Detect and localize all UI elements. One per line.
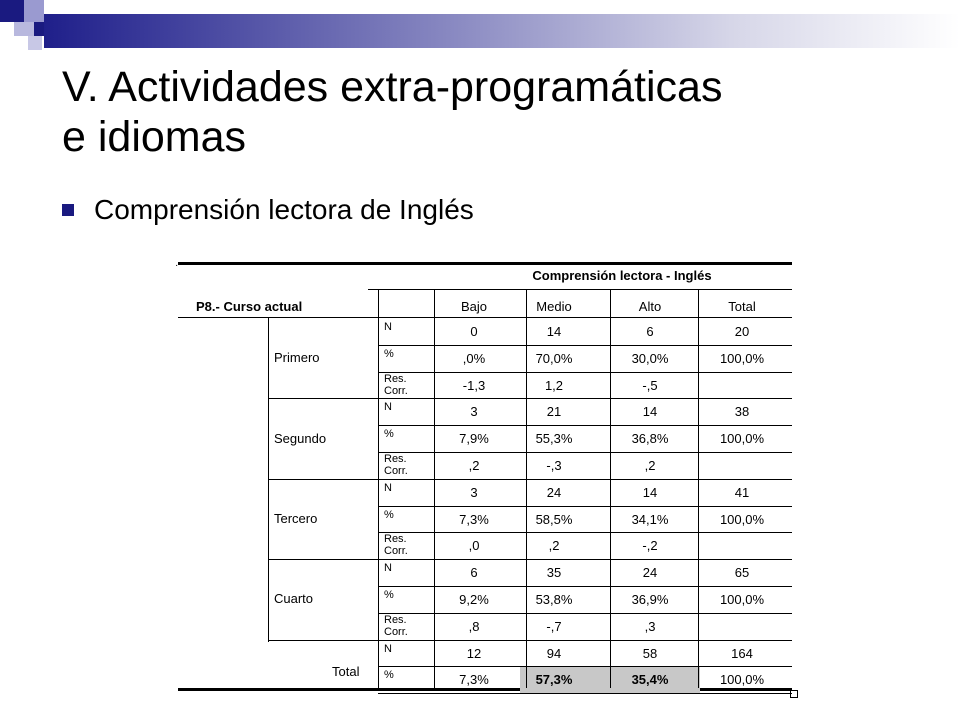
- table-cell: -,7: [546, 618, 562, 634]
- table-cell: 14: [642, 404, 658, 420]
- table-cell: ,0: [468, 538, 480, 554]
- value-column-divider: [526, 290, 527, 688]
- table-cell: 34,1%: [631, 511, 669, 527]
- table-cell: 38: [734, 404, 750, 420]
- table-cell: 24: [642, 565, 658, 581]
- group-label: Tercero: [274, 511, 318, 526]
- table-cell: 14: [642, 484, 658, 500]
- row-divider: [378, 398, 792, 399]
- table-group-header: Comprensión lectora - Inglés: [532, 268, 712, 283]
- value-column-divider: [434, 290, 435, 688]
- group-divider: [268, 640, 378, 641]
- row-divider: [378, 532, 792, 533]
- decor-square-dark: [0, 0, 24, 22]
- row-divider: [378, 693, 792, 694]
- table-cell: 57,3%: [535, 672, 573, 688]
- statistic-label: N: [384, 642, 392, 655]
- table-cell: ,2: [548, 538, 560, 554]
- table-cell: 20: [734, 324, 750, 339]
- row-divider: [378, 640, 792, 641]
- table-cell: -,3: [546, 458, 562, 473]
- table-cell: 30,0%: [631, 350, 669, 366]
- group-divider: [268, 559, 378, 560]
- table-cell: -,2: [642, 538, 658, 554]
- group-divider: [268, 479, 378, 480]
- statistic-label: N: [384, 481, 392, 494]
- group-label: Segundo: [274, 430, 327, 446]
- statistic-label: %: [384, 589, 394, 601]
- statistic-label: Res. Corr.: [384, 533, 408, 558]
- table-cell: 100,0%: [719, 431, 765, 447]
- group-label: Cuarto: [274, 591, 314, 607]
- slide-title-line2: e idiomas: [62, 113, 247, 161]
- table-row-header: P8.- Curso actual: [196, 299, 303, 314]
- table-cell: 35: [546, 565, 562, 581]
- column-header-total: Total: [728, 299, 756, 314]
- group-column-divider: [268, 318, 269, 642]
- table-cell: 100,0%: [719, 592, 765, 607]
- table-header-divider: [368, 289, 792, 290]
- column-header-medio: Medio: [536, 299, 572, 314]
- decor-square-small: [34, 22, 44, 36]
- statistic-label: N: [384, 321, 392, 333]
- row-divider: [378, 479, 792, 480]
- table-cell: -,5: [642, 377, 658, 393]
- row-divider: [378, 613, 792, 614]
- bullet-square-icon: [62, 204, 74, 216]
- table-cell: 14: [546, 324, 562, 339]
- table-header-bottom-rule: [178, 317, 792, 318]
- statistic-label: Res. Corr.: [384, 613, 408, 638]
- statistic-label: N: [384, 562, 392, 575]
- table-cell: 94: [546, 645, 562, 661]
- table-cell: 58: [642, 645, 658, 661]
- row-divider: [378, 559, 792, 560]
- statistic-label: Res. Corr.: [384, 453, 408, 477]
- table-cell: 55,3%: [535, 431, 573, 447]
- table-cell: 35,4%: [631, 672, 669, 688]
- bullet-item: [62, 194, 474, 226]
- value-column-divider: [698, 290, 699, 688]
- table-cell: 65: [734, 565, 750, 581]
- table-cell: 7,3%: [459, 511, 489, 527]
- table-cell: 36,9%: [631, 592, 669, 607]
- statistic-label: Res. Corr.: [384, 372, 408, 397]
- table-cell: 0: [470, 324, 478, 339]
- statistic-label: %: [384, 508, 394, 521]
- group-divider: [268, 398, 378, 399]
- table-cell: 21: [546, 404, 562, 420]
- value-column-divider: [610, 290, 611, 688]
- column-header-bajo: Bajo: [460, 299, 488, 314]
- decor-square-bottom: [28, 36, 42, 50]
- table-cell: 3: [470, 484, 478, 500]
- table-cell: 70,0%: [535, 350, 573, 366]
- bullet-text: Comprensión lectora de Inglés: [94, 194, 474, 225]
- decor-square-light: [24, 0, 44, 22]
- table-cell: 53,8%: [535, 592, 573, 607]
- table-cell: 7,3%: [459, 672, 489, 688]
- row-divider: [378, 506, 792, 507]
- table-cell: 100,0%: [719, 350, 765, 366]
- table-cell: 1,2: [544, 377, 564, 393]
- group-label: Total: [332, 664, 360, 680]
- slide-title-line1: V. Actividades extra-programáticas: [62, 63, 723, 111]
- table-cell: 6: [646, 324, 654, 339]
- table-cell: 9,2%: [459, 592, 489, 607]
- crosstab-table: [175, 260, 792, 692]
- statistic-label: %: [384, 428, 394, 441]
- statistic-label: %: [384, 347, 394, 360]
- row-divider: [378, 425, 792, 426]
- row-divider: [378, 586, 792, 587]
- table-cell: 100,0%: [719, 511, 765, 527]
- table-cell: 41: [734, 484, 750, 500]
- table-cell: ,3: [644, 618, 656, 634]
- table-cell: 3: [470, 404, 478, 420]
- table-cell: 36,8%: [631, 431, 669, 447]
- row-divider: [378, 345, 792, 346]
- table-corner-mark: ·: [175, 260, 179, 271]
- column-header-alto: Alto: [638, 299, 662, 314]
- table-cell: 24: [546, 484, 562, 500]
- table-cell: ,0%: [462, 350, 486, 366]
- group-label: Primero: [274, 350, 320, 366]
- table-cell: 100,0%: [719, 672, 765, 688]
- decor-square-mid: [14, 22, 34, 36]
- row-divider: [378, 372, 792, 373]
- header-gradient-bar: [44, 14, 960, 48]
- table-cell: -1,3: [462, 377, 486, 393]
- table-cell: 164: [731, 645, 753, 661]
- table-cell: 7,9%: [459, 431, 489, 447]
- statistic-label: %: [384, 669, 394, 682]
- slide-title: [62, 62, 942, 162]
- table-cell: 58,5%: [535, 511, 573, 527]
- row-divider: [378, 452, 792, 453]
- statistic-label: N: [384, 401, 392, 414]
- table-cell: 6: [470, 565, 478, 581]
- table-cell: ,2: [644, 458, 656, 473]
- table-cell: ,2: [468, 458, 480, 473]
- table-cell: 12: [466, 645, 482, 661]
- table-top-rule: [178, 262, 792, 265]
- table-cell: ,8: [468, 618, 480, 634]
- stat-column-divider: [378, 290, 379, 688]
